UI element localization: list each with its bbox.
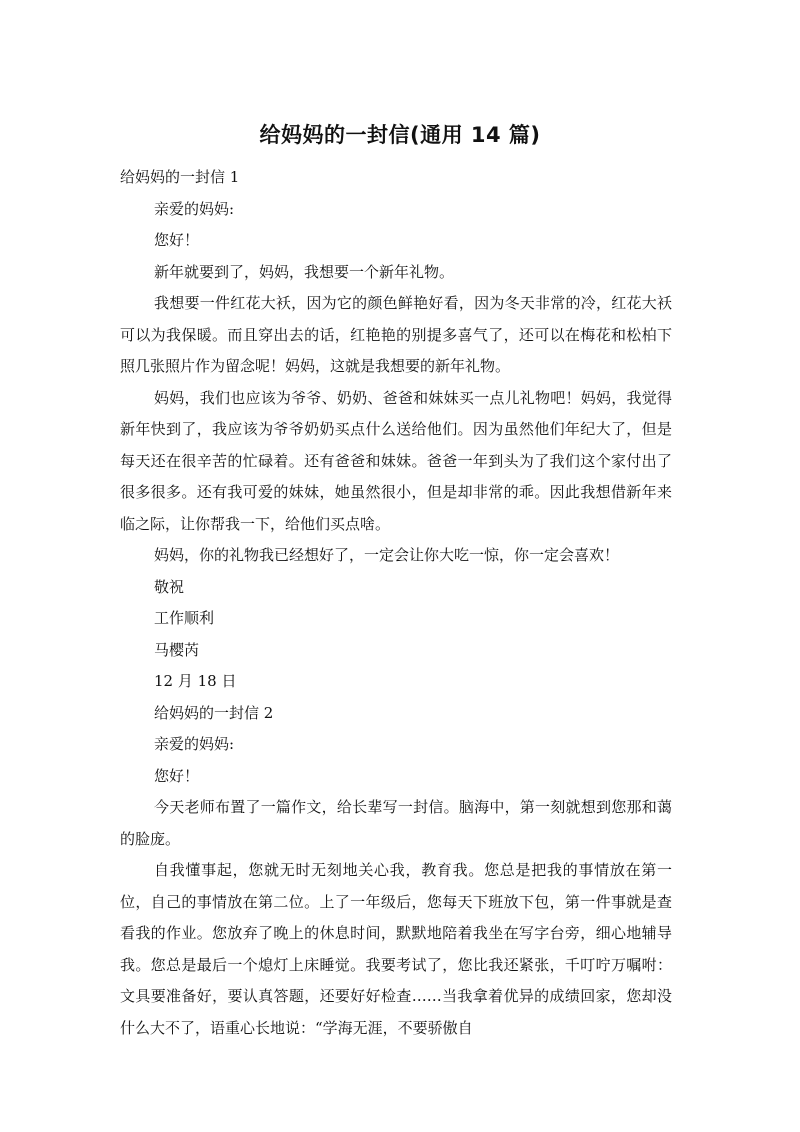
paragraph: 12 月 18 日 [154, 672, 237, 690]
paragraph: 今天老师布置了一篇作文，给长辈写一封信。脑海中，第一刻就想到您那和蔼的脸庞。 [120, 798, 672, 848]
paragraph: 自我懂事起，您就无时无刻地关心我，教育我。您总是把我的事情放在第一位，自己的事情放在第二位。上了一年级后，您每天下班放下包，第一件事就是查看我的作业。您放弃了晚上的休息时间，默默地陪着我坐在写字台旁，细心地辅导我。您总是最后一个熄灯上床睡觉。我要考试了，您比我还紧张，千叮咛万嘱咐：文具要准备好，要认真答题，还要好好检查……当我拿着优异的成绩回家，您却没什么大不了，语重心长地说：“学海无涯，不要骄傲自 [120, 861, 672, 1037]
document-body [120, 162, 672, 1044]
paragraph: 工作顺利 [154, 609, 215, 627]
section-heading: 给妈妈的一封信 1 [120, 168, 240, 186]
paragraph: 给妈妈的一封信 2 [154, 703, 274, 722]
paragraph: 亲爱的妈妈: [154, 199, 235, 218]
paragraph: 马樱芮 [154, 640, 200, 659]
paragraph: 我想要一件红花大袄，因为它的颜色鲜艳好看，因为冬天非常的冷，红花大袄可以为我保暖。而且穿出去的话，红艳艳的别提多喜气了，还可以在梅花和松柏下照几张照片作为留念呢！妈妈，这就是我想要的新年礼物。 [120, 294, 672, 375]
paragraph: 您好！ [154, 231, 200, 249]
paragraph: 亲爱的妈妈: [154, 735, 235, 753]
paragraph: 妈妈，我们也应该为爷爷、奶奶、爸爸和妹妹买一点儿礼物吧！妈妈，我觉得新年快到了，我应该为爷爷奶奶买点什么送给他们。因为虽然他们年纪大了，但是每天还在很辛苦的忙碌着。还有爸爸和妹妹。爸爸一年到头为了我们这个家付出了很多很多。还有我可爱的妹妹，她虽然很小，但是却非常的乖。因此我想借新年来临之际，让你帮我一下，给他们买点啥。 [120, 388, 672, 533]
paragraph: 妈妈，你的礼物我已经想好了，一定会让你大吃一惊，你一定会喜欢！ [154, 546, 620, 564]
paragraph: 您好！ [154, 766, 200, 785]
document-title: 给妈妈的一封信(通用 14 篇) [259, 123, 541, 147]
paragraph: 新年就要到了，妈妈，我想要一个新年礼物。 [154, 262, 455, 281]
paragraph: 敬祝 [154, 577, 185, 596]
